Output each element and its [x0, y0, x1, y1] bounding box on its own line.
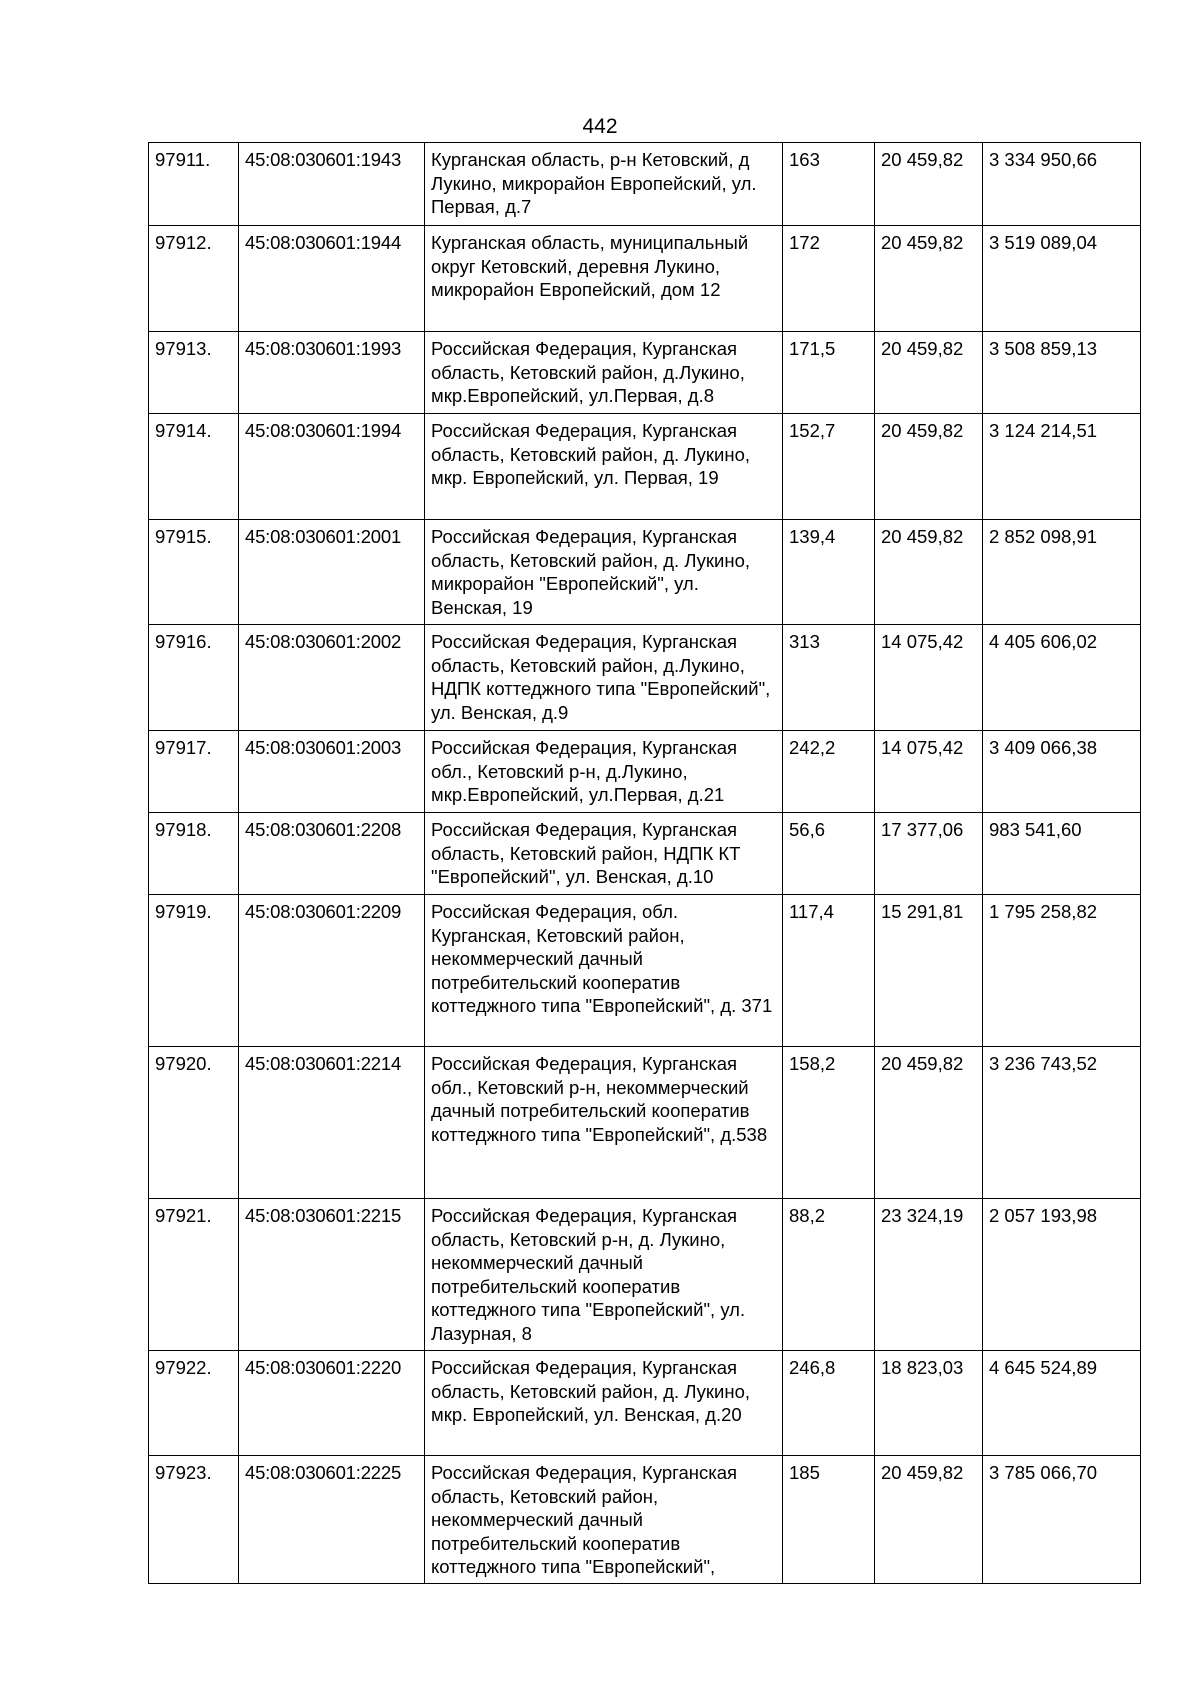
cadastral-value: 2 057 193,98: [983, 1199, 1141, 1351]
area: 172: [783, 226, 875, 332]
area: 56,6: [783, 813, 875, 895]
address: Российская Федерация, Курганская обл., Кетовский р-н, некоммерческий дачный потребительский кооператив коттеджного типа "Европейский", д.538: [425, 1047, 783, 1199]
address: Российская Федерация, Курганская область, Кетовский район, д.Лукино, мкр.Европейский, ул.Первая, д.8: [425, 332, 783, 414]
area: 152,7: [783, 414, 875, 520]
table-row: [149, 1456, 1141, 1584]
area: 171,5: [783, 332, 875, 414]
address: Курганская область, муниципальный округ Кетовский, деревня Лукино, микрорайон Европейский, дом 12: [425, 226, 783, 332]
row-number: 97914.: [149, 414, 239, 520]
row-number: 97920.: [149, 1047, 239, 1199]
cadastral-number: 45:08:030601:2208: [239, 813, 425, 895]
page-number: 442: [582, 115, 618, 138]
address: Российская Федерация, Курганская область, Кетовский район, некоммерческий дачный потребительский кооператив коттеджного типа "Европейский",: [425, 1456, 783, 1584]
specific-value: 20 459,82: [875, 226, 983, 332]
address: Российская Федерация, обл. Курганская, Кетовский район, некоммерческий дачный потребительский кооператив коттеджного типа "Европейский", д. 371: [425, 895, 783, 1047]
specific-value: 23 324,19: [875, 1199, 983, 1351]
table-row: [149, 1047, 1141, 1199]
address: Российская Федерация, Курганская область, Кетовский район, д. Лукино, микрорайон "Европейский", ул. Венская, 19: [425, 520, 783, 625]
row-number: 97921.: [149, 1199, 239, 1351]
row-number: 97917.: [149, 731, 239, 813]
address: Российская Федерация, Курганская область, Кетовский район, д. Лукино, мкр. Европейский, ул. Первая, 19: [425, 414, 783, 520]
cadastral-number: 45:08:030601:1994: [239, 414, 425, 520]
cadastral-value: 1 795 258,82: [983, 895, 1141, 1047]
specific-value: 18 823,03: [875, 1351, 983, 1456]
area: 242,2: [783, 731, 875, 813]
property-registry-table: [148, 142, 1141, 1584]
cadastral-value: 3 508 859,13: [983, 332, 1141, 414]
specific-value: 20 459,82: [875, 1456, 983, 1584]
cadastral-value: 3 785 066,70: [983, 1456, 1141, 1584]
table-row: [149, 226, 1141, 332]
table-row: [149, 895, 1141, 1047]
cadastral-number: 45:08:030601:1993: [239, 332, 425, 414]
table-row: [149, 731, 1141, 813]
specific-value: 20 459,82: [875, 520, 983, 625]
cadastral-value: 3 236 743,52: [983, 1047, 1141, 1199]
specific-value: 20 459,82: [875, 143, 983, 226]
table-row: [149, 520, 1141, 625]
cadastral-number: 45:08:030601:2214: [239, 1047, 425, 1199]
address: Российская Федерация, Курганская область, Кетовский район, д. Лукино, мкр. Европейский, ул. Венская, д.20: [425, 1351, 783, 1456]
area: 117,4: [783, 895, 875, 1047]
specific-value: 15 291,81: [875, 895, 983, 1047]
row-number: 97911.: [149, 143, 239, 226]
row-number: 97913.: [149, 332, 239, 414]
table-row: [149, 1199, 1141, 1351]
specific-value: 14 075,42: [875, 625, 983, 731]
address: Российская Федерация, Курганская обл., Кетовский р-н, д.Лукино, мкр.Европейский, ул.Первая, д.21: [425, 731, 783, 813]
area: 88,2: [783, 1199, 875, 1351]
cadastral-number: 45:08:030601:2220: [239, 1351, 425, 1456]
table-row: [149, 332, 1141, 414]
row-number: 97916.: [149, 625, 239, 731]
address: Российская Федерация, Курганская область, Кетовский район, НДПК КТ "Европейский", ул. Венская, д.10: [425, 813, 783, 895]
row-number: 97918.: [149, 813, 239, 895]
cadastral-number: 45:08:030601:2001: [239, 520, 425, 625]
area: 246,8: [783, 1351, 875, 1456]
specific-value: 17 377,06: [875, 813, 983, 895]
row-number: 97915.: [149, 520, 239, 625]
cadastral-value: 4 645 524,89: [983, 1351, 1141, 1456]
area: 313: [783, 625, 875, 731]
row-number: 97919.: [149, 895, 239, 1047]
area: 163: [783, 143, 875, 226]
table-row: [149, 813, 1141, 895]
table-row: [149, 414, 1141, 520]
cadastral-number: 45:08:030601:2209: [239, 895, 425, 1047]
cadastral-value: 2 852 098,91: [983, 520, 1141, 625]
address: Российская Федерация, Курганская область, Кетовский район, д.Лукино, НДПК коттеджного типа "Европейский", ул. Венская, д.9: [425, 625, 783, 731]
cadastral-number: 45:08:030601:1943: [239, 143, 425, 226]
cadastral-number: 45:08:030601:2225: [239, 1456, 425, 1584]
cadastral-value: 3 409 066,38: [983, 731, 1141, 813]
row-number: 97912.: [149, 226, 239, 332]
row-number: 97923.: [149, 1456, 239, 1584]
specific-value: 20 459,82: [875, 414, 983, 520]
specific-value: 14 075,42: [875, 731, 983, 813]
area: 139,4: [783, 520, 875, 625]
cadastral-value: 3 519 089,04: [983, 226, 1141, 332]
address: Курганская область, р-н Кетовский, д Лукино, микрорайон Европейский, ул. Первая, д.7: [425, 143, 783, 226]
cadastral-value: 3 124 214,51: [983, 414, 1141, 520]
table-row: [149, 143, 1141, 226]
specific-value: 20 459,82: [875, 332, 983, 414]
cadastral-number: 45:08:030601:1944: [239, 226, 425, 332]
table-row: [149, 1351, 1141, 1456]
area: 158,2: [783, 1047, 875, 1199]
cadastral-value: 3 334 950,66: [983, 143, 1141, 226]
area: 185: [783, 1456, 875, 1584]
specific-value: 20 459,82: [875, 1047, 983, 1199]
cadastral-number: 45:08:030601:2002: [239, 625, 425, 731]
cadastral-value: 4 405 606,02: [983, 625, 1141, 731]
row-number: 97922.: [149, 1351, 239, 1456]
address: Российская Федерация, Курганская область, Кетовский р-н, д. Лукино, некоммерческий дачный потребительский кооператив коттеджного типа "Европейский", ул. Лазурная, 8: [425, 1199, 783, 1351]
cadastral-number: 45:08:030601:2003: [239, 731, 425, 813]
cadastral-number: 45:08:030601:2215: [239, 1199, 425, 1351]
cadastral-value: 983 541,60: [983, 813, 1141, 895]
table-row: [149, 625, 1141, 731]
